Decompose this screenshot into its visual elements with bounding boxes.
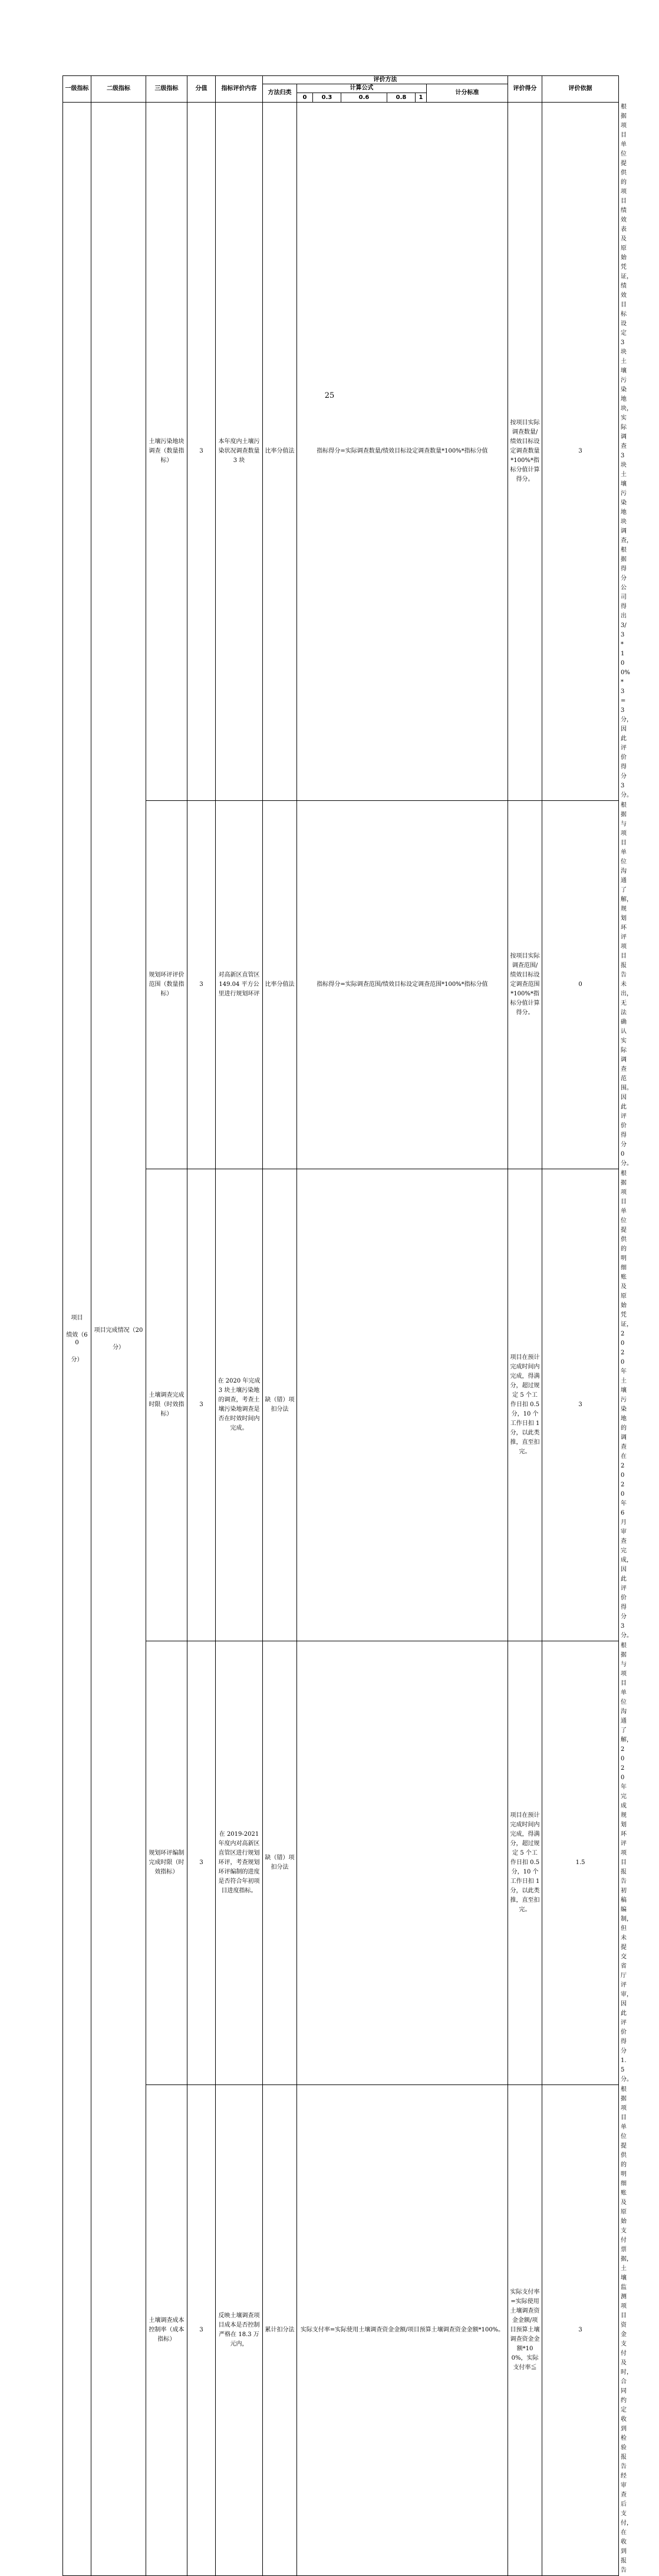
evaluation-table: [62, 75, 633, 2576]
score-value: 3: [187, 1641, 216, 2085]
score-value: 3: [187, 1169, 216, 1641]
table-row: 项目 绩效（60 分） 项目完成情况（20 分） 土壤污染地块调查（数量指标） 3 本年度内土壤污染状况调查数量 3 块 比率分值法 指标得分=实际调查数量/绩效目标设定调查数量*100%*指标分值 按项目实际调查数量/绩效目标设定调查数量*100%*指标分值计算得分。 3 根据项目单位提供的项目绩效表及原始凭证，绩效目标设定 3 块土壤污染地块，实际调查 3 块土壤污染地块调查，根据得分公司得出 3/3*100%*3=3 分，因此评价得分 3 分。: [63, 103, 619, 801]
score-value: 3: [187, 801, 216, 1169]
method-type: 比率分值法: [263, 103, 297, 801]
header-score: 分值: [187, 76, 216, 103]
header-result-score: 评价得分: [508, 76, 542, 103]
criteria-text: 按项目实际调查数量/绩效目标设定调查数量*100%*指标分值计算得分。: [508, 103, 542, 801]
header-level2: 二级指标: [91, 76, 146, 103]
table-row: 土壤调查完成时限（时效指标） 3 在 2020 年完成 3 块土壤污染地的调查，考查土壤污染地调查是否在时效时间内完成。 缺（错）项扣分法 项目在预计完成时间内完成，得满分，超过规定 5 个工作日扣 0.5 分，10 个工作日扣 1 分，以此类推，直至扣完。 3 根据项目单位提供的明细账及原始凭证，2020 年土壤污染地的调查在 2020 年 6 月审查完成，因此评价得分 3 分。: [63, 1169, 619, 1641]
header-level3: 三级指标: [146, 76, 187, 103]
header-method-group: 评价方法: [263, 76, 508, 84]
method-type: 比率分值法: [263, 801, 297, 1169]
result-score: 3: [542, 1169, 619, 1641]
header-formula-col: 0.8: [387, 93, 416, 103]
criteria-text: 项目在预计完成时间内完成，得满分，超过规定 5 个工作日扣 0.5 分，10 个工作日扣 1 分，以此类推，直至扣完。: [508, 1169, 542, 1641]
header-content: 指标评价内容: [216, 76, 263, 103]
formula-text: 指标得分=实际调查数量/绩效目标设定调查数量*100%*指标分值: [297, 103, 508, 801]
table-row: 规划环评评价范围（数量指标） 3 对高新区直管区 149.04 平方公里进行规划环评 比率分值法 指标得分=实际调查范围/绩效目标设定调查范围*100%*指标分值 按项目实际调查范围/绩效目标设定调查范围*100%*指标分值计算得分。 0 根据与项目单位沟通了解，规划环评项目报告未出，无法确认实际调查范围。因此评价得分 0 分。: [63, 801, 619, 1169]
level3-indicator: 土壤调查成本控制率（成本指标）: [146, 2085, 187, 2576]
header-criteria: 计分标准: [427, 84, 508, 103]
table-row: 土壤调查成本控制率（成本指标） 3 反映土壤调查项目成本是否控制严格在 18.3 万元内， 累计扣分法 实际支付率=实际使用土壤调查资金金额/项目预算土壤调查资金金额*100%。 实际支付率=实际使用土壤调查资金金额/项目预算土壤调查资金金额*100%，实际支付率≦ 3 根据项目单位提供的明细账及原始支付票据，土壤监测项目资金支付及时，合同约定收到检验报告经审查后支付，在收到报告: [63, 2085, 619, 2576]
table-row: 规划环评编制完成时限（时效指标） 3 在 2019-2021 年度内对高新区直管区进行规划环评，考查规划环评编制的进度是否符合年初项目进度指标。 缺（错）项扣分法 项目在预计完成时间内完成，得满分，超过规定 5 个工作日扣 0.5 分，10 个工作日扣 1 分，以此类推，直至扣完。 1.5 根据与项目单位沟通了解，2020 年完成规划环评项目报告初稿编制，但未提交省厅评审，因此评价得分 1.5 分。: [63, 1641, 619, 2085]
header-formula-col: 0.3: [313, 93, 341, 103]
content-text: 对高新区直管区 149.04 平方公里进行规划环评: [216, 801, 263, 1169]
level2-indicator-cell: 项目完成情况（20 分）: [91, 103, 146, 2576]
score-value: 3: [187, 2085, 216, 2576]
criteria-text: 按项目实际调查范围/绩效目标设定调查范围*100%*指标分值计算得分。: [508, 801, 542, 1169]
header-basis: 评价依据: [542, 76, 619, 103]
result-score: 3: [542, 2085, 619, 2576]
level3-indicator: 土壤调查完成时限（时效指标）: [146, 1169, 187, 1641]
content-text: 在 2020 年完成 3 块土壤污染地的调查，考查土壤污染地调查是否在时效时间内完成。: [216, 1169, 263, 1641]
formula-text: 实际支付率=实际使用土壤调查资金金额/项目预算土壤调查资金金额*100%。: [297, 2085, 508, 2576]
page-number: 25: [324, 391, 335, 400]
header-formula: 计算公式: [297, 84, 427, 93]
result-score: 0: [542, 801, 619, 1169]
content-text: 在 2019-2021 年度内对高新区直管区进行规划环评，考查规划环评编制的进度是否符合年初项目进度指标。: [216, 1641, 263, 2085]
result-score: 1.5: [542, 1641, 619, 2085]
content-text: 本年度内土壤污染状况调查数量 3 块: [216, 103, 263, 801]
header-level1: 一级指标: [63, 76, 91, 103]
header-formula-col: 1: [416, 93, 427, 103]
criteria-text: 项目在预计完成时间内完成，得满分，超过规定 5 个工作日扣 0.5 分，10 个工作日扣 1 分，以此类推，直至扣完。: [508, 1641, 542, 2085]
level1-indicator-cell: 项目 绩效（60 分）: [63, 103, 91, 2576]
header-formula-col: 0.6: [341, 93, 387, 103]
header-formula-col: 0: [297, 93, 313, 103]
score-value: 3: [187, 103, 216, 801]
formula-text: [297, 1641, 508, 2085]
method-type: 缺（错）项扣分法: [263, 1641, 297, 2085]
content-text: 反映土壤调查项目成本是否控制严格在 18.3 万元内，: [216, 2085, 263, 2576]
header-method-type: 方法归类: [263, 84, 297, 103]
result-score: 3: [542, 103, 619, 801]
criteria-text: 实际支付率=实际使用土壤调查资金金额/项目预算土壤调查资金金额*100%，实际支付率≦: [508, 2085, 542, 2576]
level3-indicator: 规划环评编制完成时限（时效指标）: [146, 1641, 187, 2085]
method-type: 缺（错）项扣分法: [263, 1169, 297, 1641]
level3-indicator: 土壤污染地块调查（数量指标）: [146, 103, 187, 801]
formula-text: [297, 1169, 508, 1641]
level3-indicator: 规划环评评价范围（数量指标）: [146, 801, 187, 1169]
formula-text: 指标得分=实际调查范围/绩效目标设定调查范围*100%*指标分值: [297, 801, 508, 1169]
method-type: 累计扣分法: [263, 2085, 297, 2576]
